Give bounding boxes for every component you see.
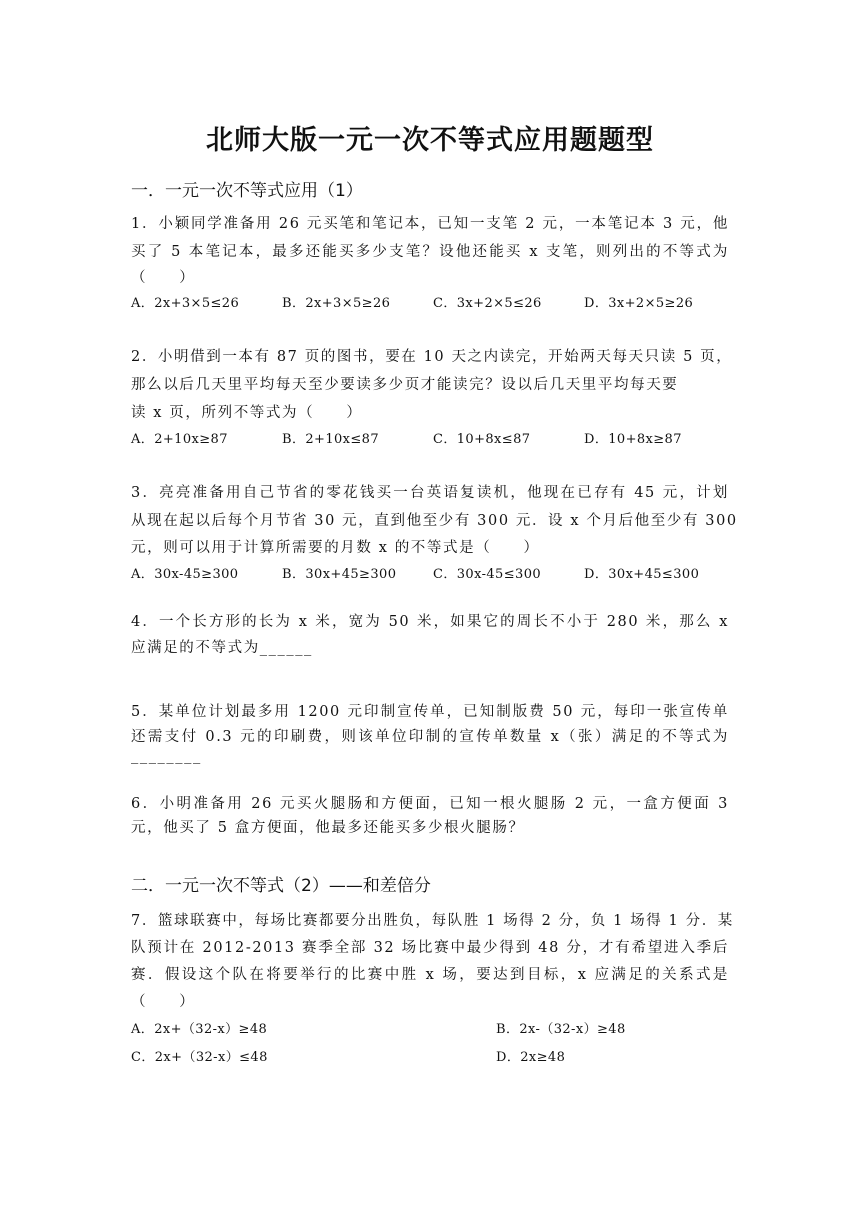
question-1-line-2: 买了 5 本笔记本，最多还能买多少支笔？设他还能买 x 支笔，则列出的不等式为 xyxy=(131,244,729,260)
option-a: A．30x-45≥300 xyxy=(131,567,239,582)
question-6-line-1: 6．小明准备用 26 元买火腿肠和方便面，已知一根火腿肠 2 元，一盒方便面 3 xyxy=(131,796,729,812)
question-5-line-2: 还需支付 0.3 元的印刷费，则该单位印制的宣传单数量 x（张）满足的不等式为 xyxy=(131,729,729,745)
option-c: C．2x+（32-x）≤48 xyxy=(131,1050,268,1065)
option-b: B．2x+3×5≥26 xyxy=(282,296,391,311)
question-5-line-1: 5．某单位计划最多用 1200 元印制宣传单，已知制版费 50 元，每印一张宣传单 xyxy=(131,704,729,720)
option-c: C．3x+2×5≤26 xyxy=(433,296,542,311)
option-c: C．10+8x≤87 xyxy=(433,432,531,447)
question-7-line-2: 队预计在 2012-2013 赛季全部 32 场比赛中最少得到 48 分，才有希望进入季后 xyxy=(131,940,729,956)
section-heading-2: 二．一元一次不等式（2）——和差倍分 xyxy=(131,876,431,896)
option-b: B．2+10x≤87 xyxy=(282,432,380,447)
option-a: A．2x+（32-x）≥48 xyxy=(131,1022,268,1037)
option-c: C．30x-45≤300 xyxy=(433,567,542,582)
page-title: 北师大版一元一次不等式应用题题型 xyxy=(206,125,654,156)
question-1-line-1: 1．小颖同学准备用 26 元买笔和笔记本，已知一支笔 2 元，一本笔记本 3 元，他 xyxy=(131,216,729,232)
question-5-line-3: ________ xyxy=(131,748,202,764)
option-b: B．30x+45≥300 xyxy=(282,567,397,582)
question-3-line-3: 元，则可以用于计算所需要的月数 x 的不等式是（ ） xyxy=(131,540,540,556)
question-4-line-2: 应满足的不等式为______ xyxy=(131,640,313,656)
question-7-line-3: 赛．假设这个队在将要举行的比赛中胜 x 场，要达到目标，x 应满足的关系式是 xyxy=(131,967,729,983)
question-7-line-1: 7．篮球联赛中，每场比赛都要分出胜负，每队胜 1 场得 2 分，负 1 场得 1 分．某 xyxy=(131,913,734,929)
question-3-line-1: 3．亮亮准备用自己节省的零花钱买一台英语复读机，他现在已存有 45 元，计划 xyxy=(131,485,729,501)
option-d: D．2x≥48 xyxy=(496,1050,566,1065)
question-3-line-2: 从现在起以后每个月节省 30 元，直到他至少有 300 元．设 x 个月后他至少有 300 xyxy=(131,513,738,529)
question-1-line-3: （ ） xyxy=(131,270,196,286)
question-2-line-3: 读 x 页，所列不等式为（ ） xyxy=(131,405,363,421)
option-a: A．2+10x≥87 xyxy=(131,432,228,447)
question-4-line-1: 4．一个长方形的长为 x 米，宽为 50 米，如果它的周长不小于 280 米，那么 x xyxy=(131,614,729,630)
option-d: D．10+8x≥87 xyxy=(584,432,682,447)
option-d: D．3x+2×5≥26 xyxy=(584,296,694,311)
option-d: D．30x+45≤300 xyxy=(584,567,700,582)
option-a: A．2x+3×5≤26 xyxy=(131,296,240,311)
question-6-line-2: 元，他买了 5 盒方便面，他最多还能买多少根火腿肠？ xyxy=(131,820,525,836)
question-7-line-4: （ ） xyxy=(131,994,196,1010)
section-heading-1: 一．一元一次不等式应用（1） xyxy=(131,181,363,201)
option-b: B．2x-（32-x）≥48 xyxy=(496,1022,626,1037)
question-2-line-1: 2．小明借到一本有 87 页的图书，要在 10 天之内读完，开始两天每天只读 5 页， xyxy=(131,349,733,365)
question-2-line-2: 那么以后几天里平均每天至少要读多少页才能读完？设以后几天里平均每天要 xyxy=(131,377,679,393)
